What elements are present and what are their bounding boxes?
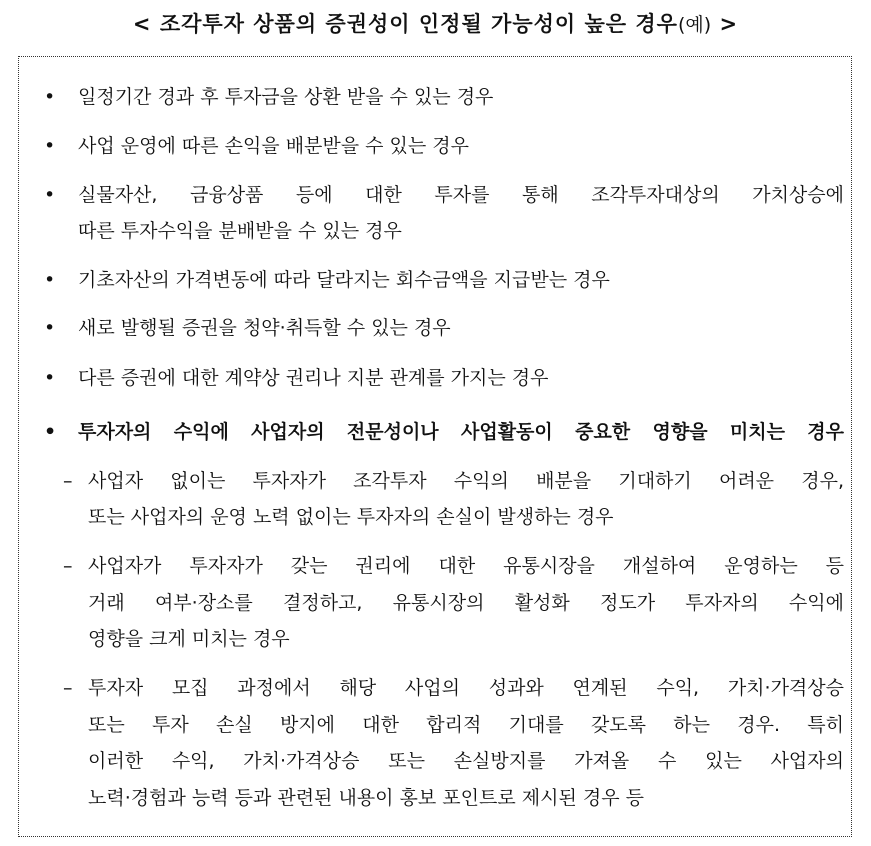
bullet-marker: • — [44, 184, 56, 206]
dash-marker: – — [63, 677, 73, 699]
list-item-line: 따른 투자수익을 분배받을 수 있는 경우 — [78, 220, 402, 242]
sub-item-line: 거래 여부·장소를 결정하고, 유통시장의 활성화 정도가 투자자의 수익에 — [88, 592, 844, 614]
sub-item-line: 투자자 모집 과정에서 해당 사업의 성과와 연계된 수익, 가치·가격상승 — [88, 677, 844, 699]
bullet-marker: • — [44, 86, 56, 108]
bullet-marker: • — [44, 367, 56, 389]
list-item-line: 실물자산, 금융상품 등에 대한 투자를 통해 조각투자대상의 가치상승에 — [78, 184, 844, 206]
list-item-line: 일정기간 경과 후 투자금을 상환 받을 수 있는 경우 — [78, 86, 494, 108]
page-title — [0, 8, 871, 38]
bullet-marker: • — [44, 135, 56, 157]
dash-marker: – — [63, 470, 73, 492]
sub-item-line: 이러한 수익, 가치·가격상승 또는 손실방지를 가져올 수 있는 사업자의 — [88, 750, 844, 772]
dash-marker: – — [63, 555, 73, 577]
sub-item-line: 사업자가 투자자가 갖는 권리에 대한 유통시장을 개설하여 운영하는 등 — [88, 555, 844, 577]
sub-item-line: 사업자 없이는 투자자가 조각투자 수익의 배분을 기대하기 어려운 경우, — [88, 470, 844, 492]
title-note: (예) — [677, 14, 712, 36]
sub-item-line: 또는 투자 손실 방지에 대한 합리적 기대를 갖도록 하는 경우. 특히 — [88, 714, 844, 736]
sub-item-line: 노력·경험과 능력 등과 관련된 내용이 홍보 포인트로 제시된 경우 등 — [88, 787, 644, 809]
title-text: < 조각투자 상품의 증권성이 인정될 가능성이 높은 경우 — [132, 12, 678, 36]
sub-item-line: 영향을 크게 미치는 경우 — [88, 628, 290, 650]
title-close: > — [711, 12, 739, 36]
list-item-line: 새로 발행될 증권을 청약·취득할 수 있는 경우 — [78, 317, 451, 339]
list-item-line: 기초자산의 가격변동에 따라 달라지는 회수금액을 지급받는 경우 — [78, 269, 610, 291]
sub-item-line: 또는 사업자의 운영 노력 없이는 투자자의 손실이 발생하는 경우 — [88, 506, 614, 528]
list-item-line-emphasis: 투자자의 수익에 사업자의 전문성이나 사업활동이 중요한 영향을 미치는 경우 — [78, 421, 844, 443]
bullet-marker: • — [44, 317, 56, 339]
list-item-line: 사업 운영에 따른 손익을 배분받을 수 있는 경우 — [78, 135, 470, 157]
bullet-marker: • — [44, 421, 57, 443]
list-item-line: 다른 증권에 대한 계약상 권리나 지분 관계를 가지는 경우 — [78, 367, 549, 389]
bullet-marker: • — [44, 269, 56, 291]
